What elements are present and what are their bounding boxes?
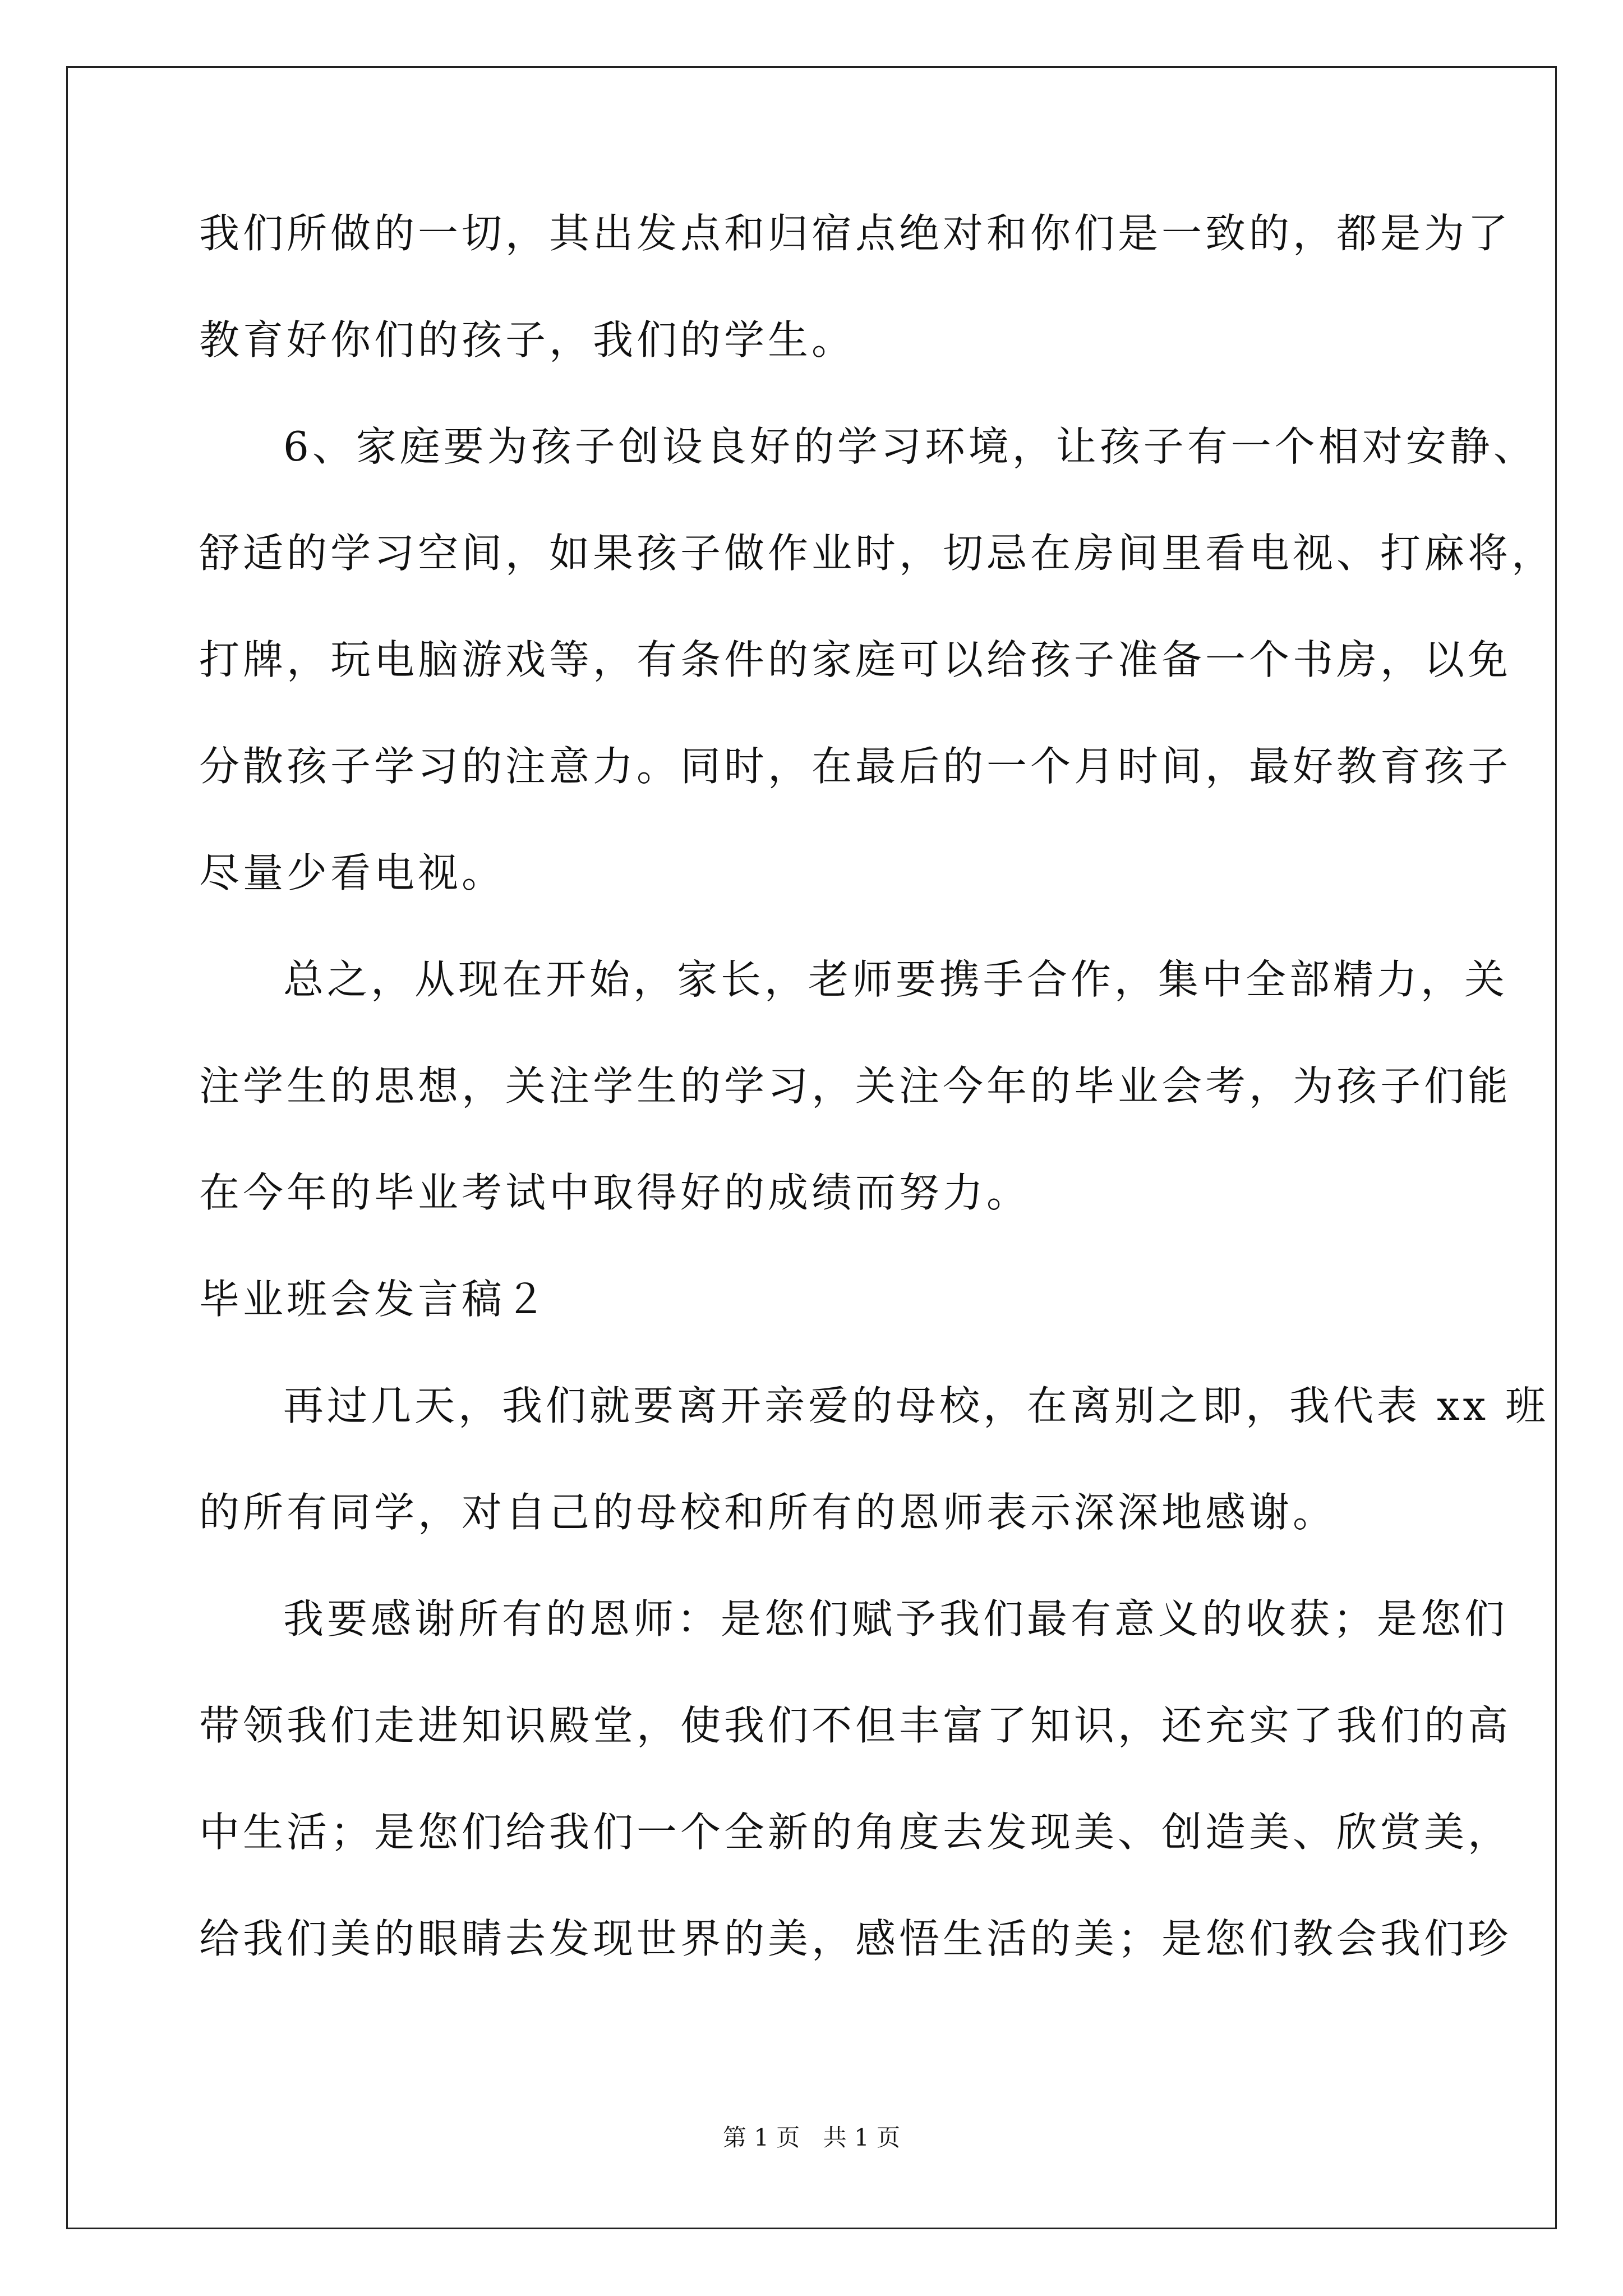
- page-footer: [0, 2126, 1623, 2150]
- page-border: [66, 66, 1557, 2229]
- paragraph-line: 注学生的思想，关注学生的学习，关注今年的毕业会考，为孩子们能: [199, 1062, 1512, 1110]
- paragraph-line: 打牌，玩电脑游戏等，有条件的家庭可以给孩子准备一个书房，以免: [199, 636, 1512, 683]
- paragraph-line: 我们所做的一切，其出发点和归宿点绝对和你们是一致的，都是为了: [199, 210, 1512, 257]
- paragraph-line: 6、家庭要为孩子创设良好的学习环境，让孩子有一个相对安静、: [283, 423, 1537, 470]
- paragraph-line: 尽量少看电视。: [199, 849, 506, 896]
- paragraph-line: 再过几天，我们就要离开亲爱的母校，在离别之即，我代表 xx 班: [283, 1382, 1549, 1429]
- paragraph-line: 给我们美的眼睛去发现世界的美，感悟生活的美；是您们教会我们珍: [199, 1915, 1512, 1962]
- paragraph-line: 的所有同学，对自己的母校和所有的恩师表示深深地感谢。: [199, 1489, 1337, 1536]
- page-total: 共 1 页: [823, 2124, 901, 2151]
- paragraph-line: 分散孩子学习的注意力。同时，在最后的一个月时间，最好教育孩子: [199, 743, 1512, 790]
- paragraph-line: 带领我们走进知识殿堂，使我们不但丰富了知识，还充实了我们的高: [199, 1702, 1512, 1749]
- paragraph-line: 我要感谢所有的恩师：是您们赋予我们最有意义的收获；是您们: [283, 1595, 1509, 1642]
- section-heading: 毕业班会发言稿２: [199, 1276, 550, 1323]
- paragraph-line: 中生活；是您们给我们一个全新的角度去发现美、创造美、欣赏美，: [199, 1809, 1512, 1856]
- paragraph-line: 在今年的毕业考试中取得好的成绩而努力。: [199, 1169, 1031, 1216]
- paragraph-line: 总之，从现在开始，家长，老师要携手合作，集中全部精力，关: [283, 956, 1509, 1003]
- page-number: 第 1 页: [722, 2124, 800, 2151]
- paragraph-line: 教育好你们的孩子，我们的学生。: [199, 316, 856, 364]
- paragraph-line: 舒适的学习空间，如果孩子做作业时，切忌在房间里看电视、打麻将，: [199, 530, 1556, 577]
